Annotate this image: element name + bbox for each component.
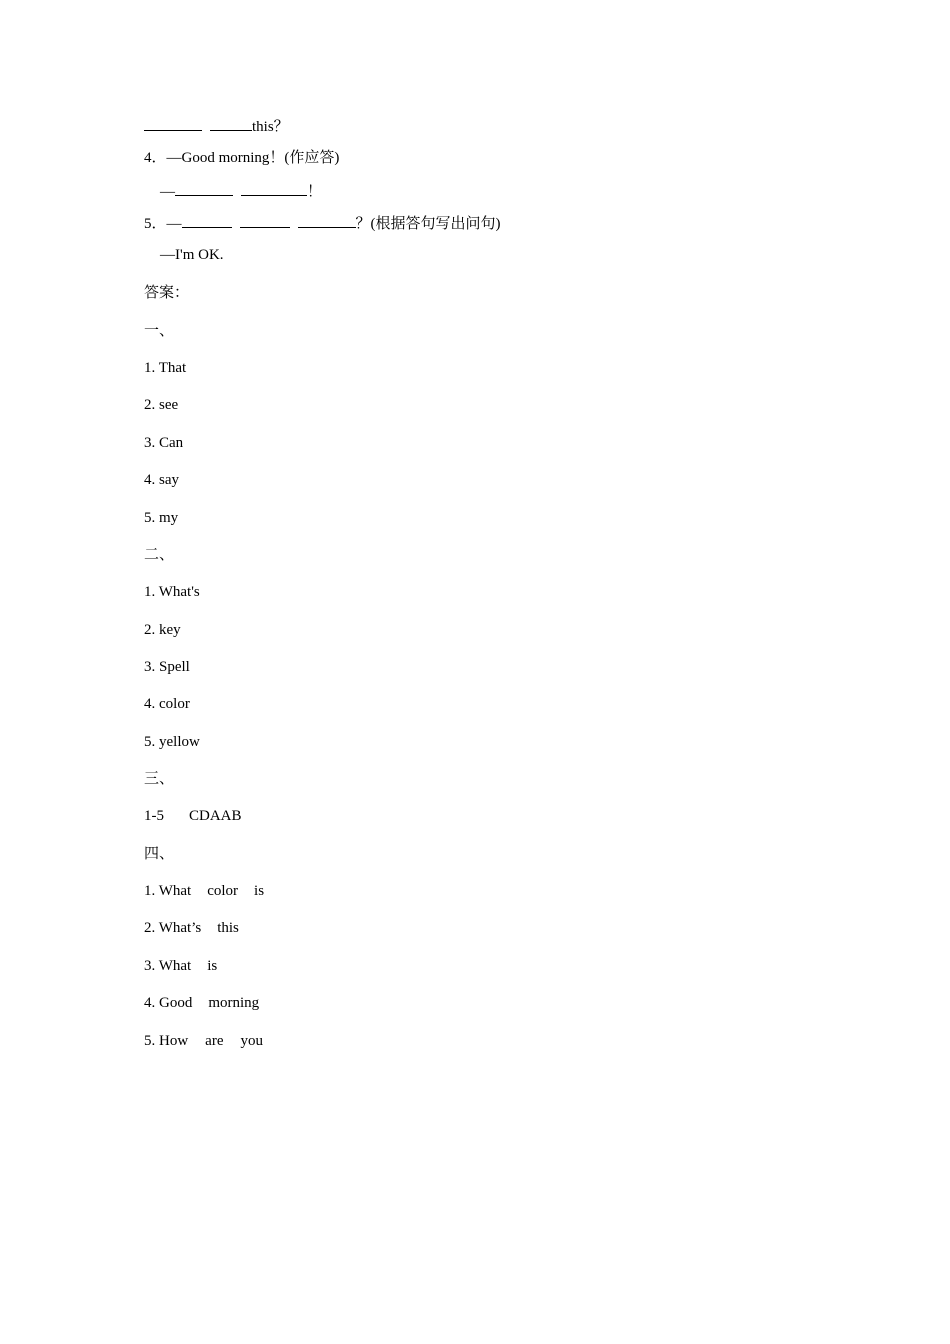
answer-letters: CDAAB — [189, 808, 242, 824]
answer-word: this — [217, 920, 239, 936]
section-label: 一、 — [144, 323, 175, 339]
answers-heading: 答案： — [144, 285, 190, 301]
answer-item — [144, 918, 239, 938]
answer-item — [144, 956, 217, 976]
section-label: 四、 — [144, 846, 175, 862]
answer-word: 1. What — [144, 883, 192, 899]
question-text: this？ — [252, 119, 289, 135]
answer-blank[interactable] — [210, 116, 252, 131]
question-number: 5．— — [144, 216, 182, 232]
answer-blank[interactable] — [241, 181, 307, 196]
section-label: 二、 — [144, 547, 175, 563]
end-punctuation: ！ — [307, 184, 323, 200]
answer-blank[interactable] — [298, 213, 356, 228]
question-5-line — [144, 213, 501, 233]
answer-item: 1. What's — [144, 584, 200, 600]
reply-text: —I'm OK. — [160, 247, 224, 263]
question-text: —Good morning！(作应答) — [166, 150, 340, 166]
answer-item: 3. Spell — [144, 659, 190, 675]
answer-item — [144, 881, 264, 901]
answer-blank[interactable] — [175, 181, 233, 196]
answer-word: color — [207, 883, 239, 899]
dash-text: — — [160, 184, 175, 200]
answer-blank[interactable] — [182, 213, 232, 228]
question-text: ？(根据答句写出问句) — [355, 216, 501, 232]
answer-blank[interactable] — [240, 213, 290, 228]
answer-blank[interactable] — [144, 116, 202, 131]
answer-word: is — [254, 883, 265, 899]
answer-word: 3. What — [144, 958, 192, 974]
answer-word: 5. How — [144, 1033, 189, 1049]
answer-item: 4. say — [144, 472, 179, 488]
answer-item — [144, 806, 242, 826]
question-number: 4． — [144, 150, 167, 166]
answer-item — [144, 1031, 263, 1051]
answer-word: 4. Good — [144, 995, 193, 1011]
question-4-line — [144, 148, 339, 168]
answer-item: 2. key — [144, 622, 181, 638]
answer-item: 2. see — [144, 397, 179, 413]
answer-item: 5. my — [144, 510, 179, 526]
answer-word: are — [205, 1033, 224, 1049]
answer-item: 4. color — [144, 696, 190, 712]
answer-item: 1. That — [144, 360, 187, 376]
question-3-line — [144, 116, 289, 136]
question-4-answer-line — [160, 181, 322, 201]
answer-item: 5. yellow — [144, 734, 200, 750]
answer-word: you — [240, 1033, 263, 1049]
question-5-reply-line — [160, 245, 224, 265]
answer-item — [144, 993, 259, 1013]
answer-word: morning — [208, 995, 260, 1011]
answer-range: 1-5 — [144, 808, 164, 824]
answer-item: 3. Can — [144, 435, 184, 451]
answer-word: 2. What’s — [144, 920, 202, 936]
answer-word: is — [207, 958, 218, 974]
section-label: 三、 — [144, 771, 175, 787]
